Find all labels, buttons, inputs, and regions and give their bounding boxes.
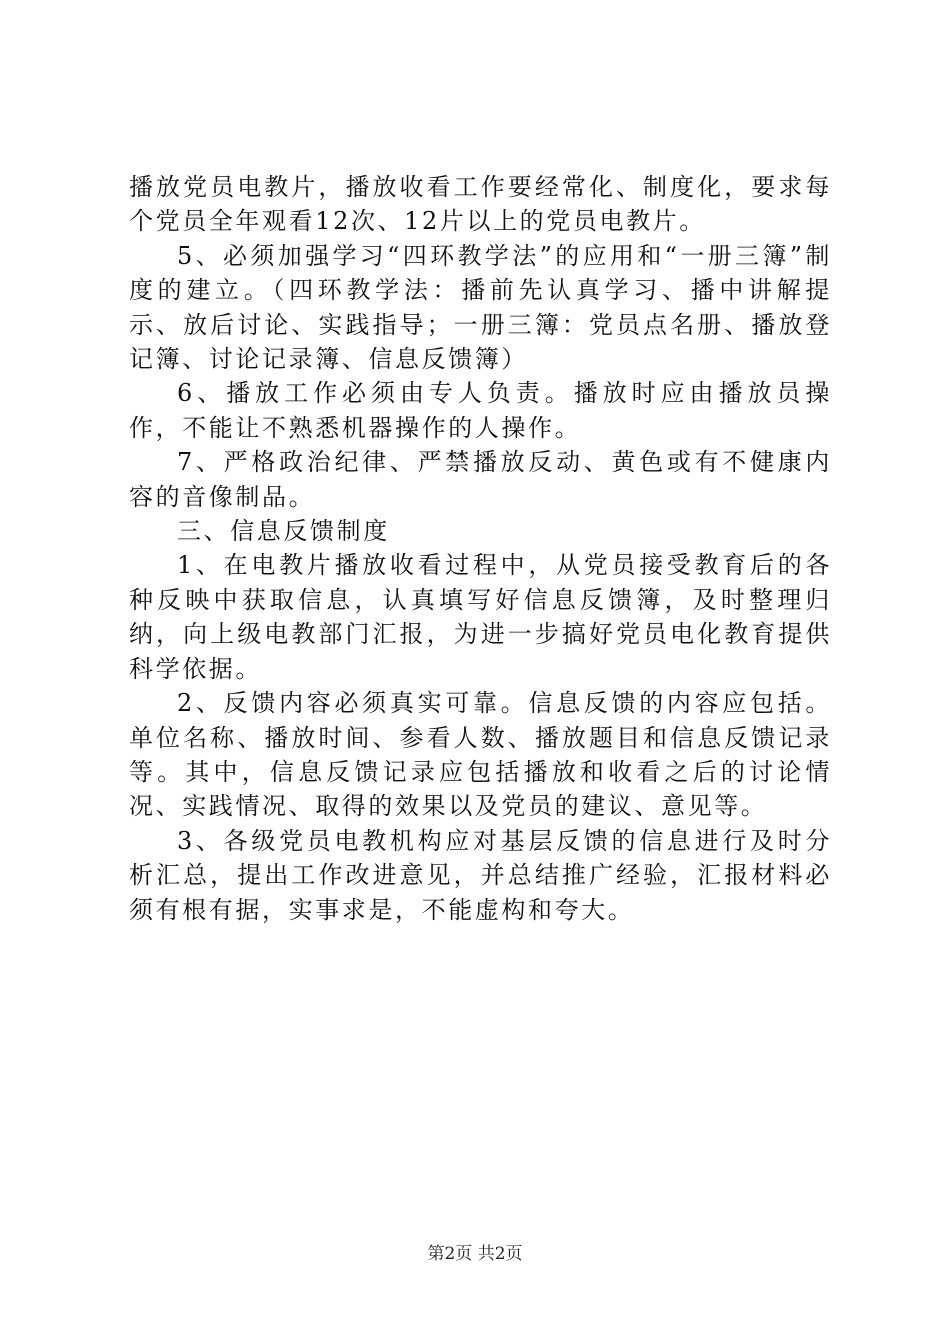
- paragraph-feedback-1: 1、在电教片播放收看过程中，从党员接受教育后的各种反映中获取信息，认真填写好信息反馈簿，及时整理归纳，向上级电教部门汇报，为进一步搞好党员电化教育提供科学依据。: [129, 551, 832, 683]
- paragraph-feedback-3: 3、各级党员电教机构应对基层反馈的信息进行及时分析汇总，提出工作改进意见，并总结推广经验，汇报材料必须有根有据，实事求是，不能虚构和夸大。: [129, 826, 832, 924]
- paragraph-item-6: 6、播放工作必须由专人负责。播放时应由播放员操作，不能让不熟悉机器操作的人操作。: [129, 379, 832, 442]
- paragraph-continuation: 播放党员电教片，播放收看工作要经常化、制度化，要求每个党员全年观看12次、12片以上的党员电教片。: [129, 173, 832, 236]
- paragraph-item-5: 5、必须加强学习“四环教学法”的应用和“一册三簿”制度的建立。（四环教学法：播前先认真学习、播中讲解提示、放后讨论、实践指导；一册三簿：党员点名册、播放登记簿、讨论记录簿、信息反馈簿）: [129, 241, 832, 374]
- document-body: [129, 170, 832, 927]
- paragraph-feedback-2: 2、反馈内容必须真实可靠。信息反馈的内容应包括。单位名称、播放时间、参看人数、播放题目和信息反馈记录等。其中，信息反馈记录应包括播放和收看之后的讨论情况、实践情况、取得的效果以及党员的建议、意见等。: [129, 689, 832, 821]
- page-number-footer: 第2页 共2页: [427, 1244, 523, 1264]
- paragraph-item-7: 7、严格政治纪律、严禁播放反动、黄色或有不健康内容的音像制品。: [129, 448, 832, 511]
- section-heading-feedback: 三、信息反馈制度: [177, 517, 390, 546]
